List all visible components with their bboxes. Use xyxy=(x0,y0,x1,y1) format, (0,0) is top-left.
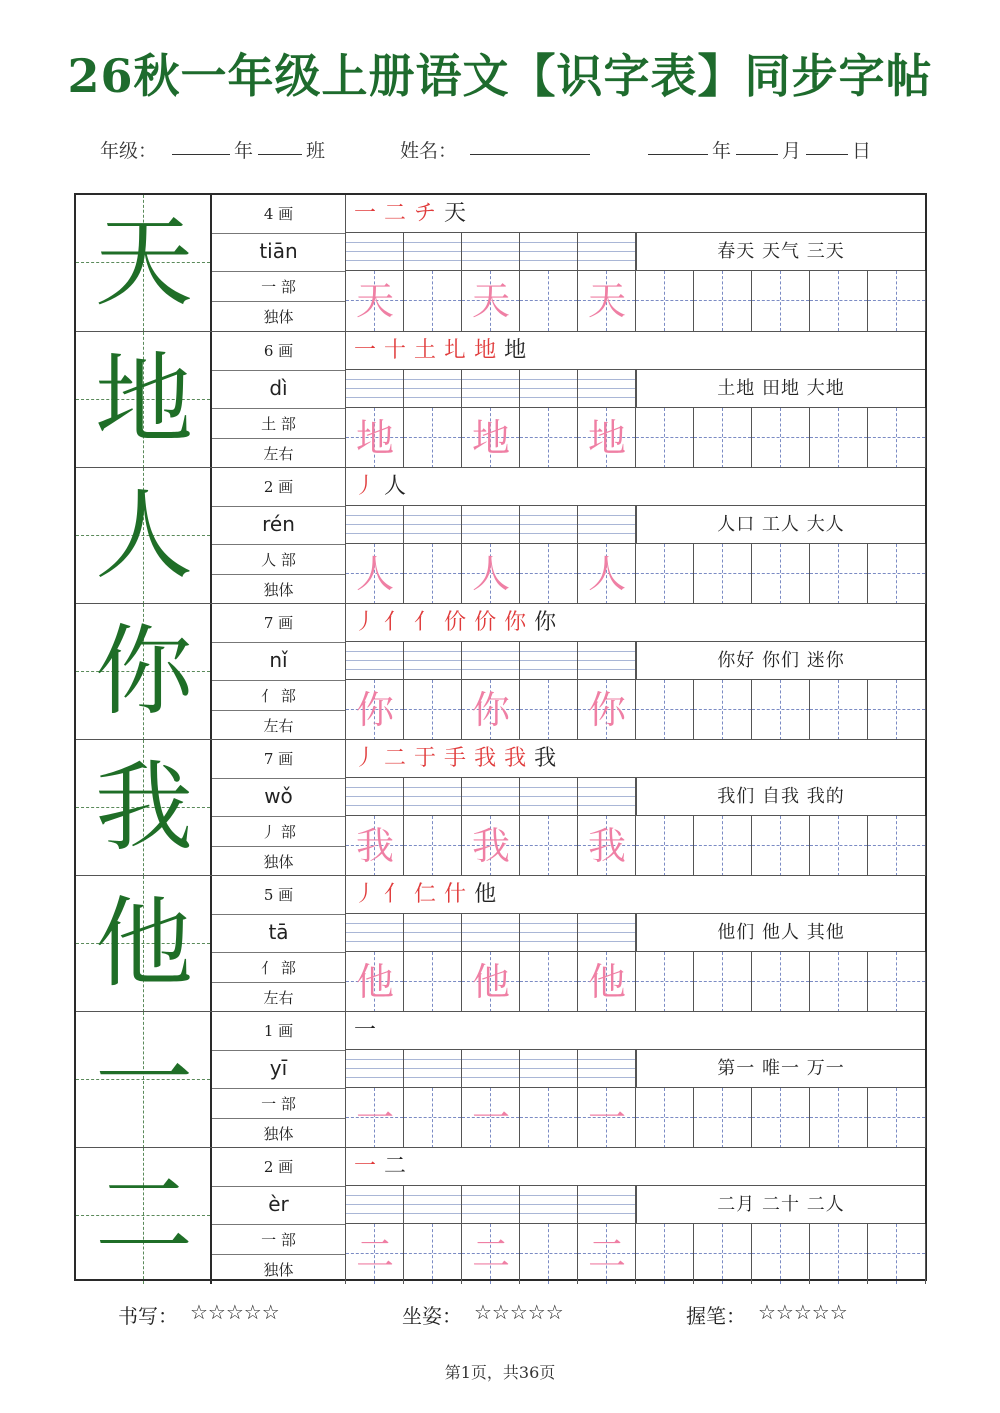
date-day-label: 日 xyxy=(852,140,872,162)
pinyin-writing-box[interactable] xyxy=(520,370,578,408)
trace-character: 二 xyxy=(355,1232,394,1276)
trace-character: 地 xyxy=(355,416,394,460)
grade-label: 年级： xyxy=(100,140,158,162)
page-footer: 第1页，共36页 xyxy=(444,1363,556,1382)
trace-character: 二 xyxy=(587,1232,626,1276)
pinyin-writing-box[interactable] xyxy=(520,778,578,816)
example-words: 你好 你们 迷你 xyxy=(636,642,925,680)
practice-row xyxy=(346,952,925,1012)
date-year-label: 年 xyxy=(712,140,732,162)
model-character-cell xyxy=(76,740,212,876)
practice-cell[interactable] xyxy=(752,816,810,876)
pinyin-writing-box[interactable] xyxy=(346,506,404,544)
character-info xyxy=(212,195,346,331)
stroke-order xyxy=(346,195,925,233)
pinyin: rén xyxy=(212,506,345,544)
pinyin-writing-box[interactable] xyxy=(462,506,520,544)
trace-character: 你 xyxy=(471,688,510,732)
posture-rating-stars[interactable]: ☆☆☆☆☆ xyxy=(474,1300,564,1324)
practice-cell[interactable] xyxy=(520,680,578,740)
practice-cell[interactable] xyxy=(404,1224,462,1284)
practice-cell[interactable] xyxy=(810,544,868,604)
character-info xyxy=(212,604,346,740)
practice-cell[interactable] xyxy=(752,271,810,331)
pinyin-writing-box[interactable] xyxy=(462,370,520,408)
practice-cell[interactable] xyxy=(520,816,578,876)
practice-cell[interactable] xyxy=(694,816,752,876)
rating-row xyxy=(0,1300,1000,1330)
stroke-order-step: 你 xyxy=(504,610,529,635)
character-entry xyxy=(76,1011,925,1147)
stroke-order-step: 我 xyxy=(534,746,559,771)
practice-cell[interactable] xyxy=(520,1224,578,1284)
pinyin-writing-box[interactable] xyxy=(462,914,520,952)
character-entry xyxy=(76,1147,925,1283)
practice-cell[interactable] xyxy=(520,952,578,1012)
stroke-order xyxy=(346,604,925,642)
practice-row xyxy=(346,816,925,876)
practice-cell[interactable] xyxy=(636,816,694,876)
stroke-count: 6 画 xyxy=(263,342,294,360)
practice-cell[interactable] xyxy=(520,1088,578,1148)
example-words: 春天 天气 三天 xyxy=(636,233,925,271)
structure: 独体 xyxy=(212,574,345,604)
model-character: 地 xyxy=(94,343,193,457)
stroke-order-step: 他 xyxy=(474,882,499,907)
model-character-cell xyxy=(76,876,212,1012)
character-info xyxy=(212,1148,346,1284)
stroke-order-step: 天 xyxy=(444,201,469,226)
stroke-order-step: 亻 xyxy=(414,610,439,635)
practice-cell[interactable] xyxy=(694,1088,752,1148)
trace-character: 一 xyxy=(471,1096,510,1140)
writing-rating-label: 书写： xyxy=(118,1304,178,1328)
stroke-order-step: 我 xyxy=(504,746,529,771)
grade-class-suffix: 班 xyxy=(306,140,326,162)
practice-cell[interactable] xyxy=(404,680,462,740)
pinyin-writing-box[interactable] xyxy=(404,914,462,952)
pinyin-writing-box[interactable] xyxy=(578,642,636,680)
radical: 丿 部 xyxy=(212,816,345,846)
student-info-line xyxy=(100,136,920,166)
date-month-label: 月 xyxy=(782,140,802,162)
pinyin-writing-box[interactable] xyxy=(404,506,462,544)
practice-cell[interactable] xyxy=(404,544,462,604)
pinyin-writing-row xyxy=(346,1186,925,1224)
practice-cell[interactable] xyxy=(694,680,752,740)
stroke-count: 2 画 xyxy=(263,1158,294,1176)
practice-cell[interactable] xyxy=(752,408,810,468)
practice-row xyxy=(346,271,925,331)
model-character-cell xyxy=(76,1012,212,1148)
pinyin-writing-box[interactable] xyxy=(578,1186,636,1224)
structure: 独体 xyxy=(212,1254,345,1284)
practice-cell[interactable] xyxy=(636,271,694,331)
example-words: 我们 自我 我的 xyxy=(636,778,925,816)
character-info xyxy=(212,876,346,1012)
trace-character: 他 xyxy=(471,960,510,1004)
example-words: 第一 唯一 万一 xyxy=(636,1050,925,1088)
pinyin-writing-box[interactable] xyxy=(520,914,578,952)
pinyin-writing-box[interactable] xyxy=(520,506,578,544)
trace-character: 他 xyxy=(355,960,394,1004)
stroke-order-step: 人 xyxy=(384,474,409,499)
practice-cell[interactable] xyxy=(636,544,694,604)
pinyin-writing-box[interactable] xyxy=(346,1186,404,1224)
model-character: 二 xyxy=(94,1159,193,1273)
practice-row xyxy=(346,544,925,604)
stroke-order-step: チ xyxy=(414,201,439,226)
pinyin-writing-box[interactable] xyxy=(404,642,462,680)
practice-cell[interactable] xyxy=(868,1224,926,1284)
practice-cell[interactable] xyxy=(694,952,752,1012)
trace-character: 地 xyxy=(587,416,626,460)
practice-cell[interactable] xyxy=(868,952,926,1012)
practice-cell[interactable] xyxy=(636,1224,694,1284)
model-character-cell xyxy=(76,468,212,604)
character-info xyxy=(212,1012,346,1148)
pinyin-writing-box[interactable] xyxy=(578,778,636,816)
model-character: 你 xyxy=(94,615,193,729)
stroke-order-step: 你 xyxy=(534,610,559,635)
practice-cell[interactable] xyxy=(810,952,868,1012)
model-character: 一 xyxy=(94,1023,193,1137)
practice-area xyxy=(346,332,925,468)
pinyin-writing-box[interactable] xyxy=(462,1186,520,1224)
practice-cell[interactable] xyxy=(752,1224,810,1284)
practice-cell[interactable] xyxy=(810,1224,868,1284)
character-entry xyxy=(76,875,925,1011)
pinyin-writing-box[interactable] xyxy=(578,370,636,408)
practice-cell[interactable] xyxy=(404,1088,462,1148)
character-entry xyxy=(76,331,925,467)
practice-cell[interactable] xyxy=(752,680,810,740)
pinyin-writing-box[interactable] xyxy=(520,233,578,271)
trace-character: 我 xyxy=(471,824,510,868)
trace-character: 地 xyxy=(471,416,510,460)
practice-area xyxy=(346,740,925,876)
pinyin-writing-box[interactable] xyxy=(404,370,462,408)
stroke-order-step: 我 xyxy=(474,746,499,771)
structure: 左右 xyxy=(212,438,345,468)
practice-cell[interactable] xyxy=(404,408,462,468)
practice-cell[interactable] xyxy=(868,816,926,876)
pinyin-writing-box[interactable] xyxy=(404,233,462,271)
stroke-count: 5 画 xyxy=(263,886,294,904)
pinyin-writing-box[interactable] xyxy=(520,1050,578,1088)
practice-cell[interactable] xyxy=(810,271,868,331)
pinyin-writing-box[interactable] xyxy=(462,778,520,816)
stroke-order-step: 亻 xyxy=(384,610,409,635)
pinyin-writing-row xyxy=(346,506,925,544)
pinyin-writing-box[interactable] xyxy=(404,1186,462,1224)
stroke-order xyxy=(346,468,925,506)
practice-cell[interactable] xyxy=(636,680,694,740)
practice-row xyxy=(346,1088,925,1148)
practice-area xyxy=(346,1012,925,1148)
pinyin: nǐ xyxy=(212,642,345,680)
pinyin-writing-box[interactable] xyxy=(346,778,404,816)
pinyin-writing-box[interactable] xyxy=(346,914,404,952)
character-entry xyxy=(76,467,925,603)
trace-character: 一 xyxy=(587,1096,626,1140)
grip-rating-stars[interactable]: ☆☆☆☆☆ xyxy=(758,1300,848,1324)
example-words: 他们 他人 其他 xyxy=(636,914,925,952)
trace-character: 天 xyxy=(355,279,394,323)
stroke-order-step: 丿 xyxy=(354,882,379,907)
radical: 一 部 xyxy=(212,1088,345,1118)
structure: 独体 xyxy=(212,301,345,331)
pinyin-writing-row xyxy=(346,370,925,408)
stroke-order-step: 一 xyxy=(354,1018,379,1043)
radical: 人 部 xyxy=(212,544,345,574)
pinyin: wǒ xyxy=(212,778,345,816)
stroke-order-step: 什 xyxy=(444,882,469,907)
practice-cell[interactable] xyxy=(520,271,578,331)
practice-cell[interactable] xyxy=(520,544,578,604)
stroke-order-step: 价 xyxy=(444,610,469,635)
practice-cell[interactable] xyxy=(752,1088,810,1148)
posture-rating-label: 坐姿： xyxy=(402,1304,462,1328)
grip-rating-label: 握笔： xyxy=(686,1304,746,1328)
practice-row xyxy=(346,1224,925,1284)
stroke-order-step: 一 xyxy=(354,201,379,226)
practice-cell[interactable] xyxy=(810,816,868,876)
pinyin: èr xyxy=(212,1186,345,1224)
pinyin-writing-box[interactable] xyxy=(462,1050,520,1088)
practice-area xyxy=(346,1148,925,1284)
trace-character: 人 xyxy=(587,552,626,596)
trace-character: 天 xyxy=(471,279,510,323)
model-character: 他 xyxy=(94,887,193,1001)
example-words: 人口 工人 大人 xyxy=(636,506,925,544)
pinyin-writing-box[interactable] xyxy=(346,1050,404,1088)
stroke-order-step: 于 xyxy=(414,746,439,771)
pinyin-writing-box[interactable] xyxy=(520,642,578,680)
practice-area xyxy=(346,876,925,1012)
pinyin: dì xyxy=(212,370,345,408)
practice-row xyxy=(346,408,925,468)
practice-cell[interactable] xyxy=(868,680,926,740)
stroke-order-step: 丿 xyxy=(354,474,379,499)
trace-character: 天 xyxy=(587,279,626,323)
stroke-order xyxy=(346,332,925,370)
stroke-count: 7 画 xyxy=(263,614,294,632)
stroke-order-step: 一 xyxy=(354,338,379,363)
practice-cell[interactable] xyxy=(636,952,694,1012)
trace-character: 一 xyxy=(355,1096,394,1140)
pinyin-writing-box[interactable] xyxy=(520,1186,578,1224)
stroke-order-step: 价 xyxy=(474,610,499,635)
stroke-order-step: 地 xyxy=(474,338,499,363)
practice-cell[interactable] xyxy=(868,1088,926,1148)
radical: 土 部 xyxy=(212,408,345,438)
stroke-order-step: 仁 xyxy=(414,882,439,907)
stroke-count: 4 画 xyxy=(263,205,294,223)
model-character-cell xyxy=(76,604,212,740)
practice-cell[interactable] xyxy=(810,680,868,740)
pinyin-writing-row xyxy=(346,778,925,816)
model-character-cell xyxy=(76,195,212,331)
practice-cell[interactable] xyxy=(694,1224,752,1284)
character-entry xyxy=(76,603,925,739)
stroke-count: 7 画 xyxy=(263,750,294,768)
pinyin-writing-box[interactable] xyxy=(462,233,520,271)
character-info xyxy=(212,740,346,876)
stroke-order xyxy=(346,740,925,778)
trace-character: 你 xyxy=(355,688,394,732)
stroke-order-step: 丿 xyxy=(354,610,379,635)
trace-character: 人 xyxy=(471,552,510,596)
practice-area xyxy=(346,604,925,740)
model-character-cell xyxy=(76,332,212,468)
trace-character: 二 xyxy=(471,1232,510,1276)
character-info xyxy=(212,332,346,468)
practice-cell[interactable] xyxy=(868,271,926,331)
model-character: 天 xyxy=(94,206,193,320)
trace-character: 我 xyxy=(587,824,626,868)
pinyin-writing-row xyxy=(346,642,925,680)
character-entry xyxy=(76,739,925,875)
stroke-order-step: 手 xyxy=(444,746,469,771)
trace-character: 我 xyxy=(355,824,394,868)
model-character: 人 xyxy=(94,479,193,593)
pinyin-writing-row xyxy=(346,233,925,271)
practice-cell[interactable] xyxy=(810,408,868,468)
practice-cell[interactable] xyxy=(752,952,810,1012)
stroke-count: 1 画 xyxy=(263,1022,294,1040)
copybook-grid xyxy=(74,193,927,1281)
pinyin: tā xyxy=(212,914,345,952)
pinyin-writing-box[interactable] xyxy=(404,778,462,816)
pinyin-writing-row xyxy=(346,1050,925,1088)
stroke-count: 2 画 xyxy=(263,478,294,496)
character-info xyxy=(212,468,346,604)
page-title: 26秋一年级上册语文【识字表】同步字帖 xyxy=(67,49,933,103)
structure: 左右 xyxy=(212,710,345,740)
radical: 亻 部 xyxy=(212,952,345,982)
practice-cell[interactable] xyxy=(404,952,462,1012)
pinyin-writing-box[interactable] xyxy=(346,233,404,271)
name-label: 姓名： xyxy=(400,140,458,162)
practice-area xyxy=(346,468,925,604)
pinyin-writing-box[interactable] xyxy=(578,914,636,952)
stroke-order-step: 十 xyxy=(384,338,409,363)
trace-character: 人 xyxy=(355,552,394,596)
practice-area xyxy=(346,195,925,331)
writing-rating-stars[interactable]: ☆☆☆☆☆ xyxy=(190,1300,280,1324)
stroke-order-step: 圠 xyxy=(444,338,469,363)
stroke-order-step: 二 xyxy=(384,746,409,771)
practice-cell[interactable] xyxy=(404,816,462,876)
practice-cell[interactable] xyxy=(752,544,810,604)
pinyin-writing-box[interactable] xyxy=(404,1050,462,1088)
practice-row xyxy=(346,680,925,740)
trace-character: 你 xyxy=(587,688,626,732)
pinyin-writing-box[interactable] xyxy=(578,233,636,271)
stroke-order-step: 二 xyxy=(384,1154,409,1179)
structure: 独体 xyxy=(212,1118,345,1148)
model-character-cell xyxy=(76,1148,212,1284)
practice-cell[interactable] xyxy=(694,271,752,331)
pinyin: yī xyxy=(212,1050,345,1088)
structure: 独体 xyxy=(212,846,345,876)
radical: 一 部 xyxy=(212,1224,345,1254)
pinyin-writing-box[interactable] xyxy=(346,642,404,680)
stroke-order xyxy=(346,1148,925,1186)
trace-character: 他 xyxy=(587,960,626,1004)
practice-cell[interactable] xyxy=(636,1088,694,1148)
pinyin-writing-box[interactable] xyxy=(578,1050,636,1088)
pinyin-writing-row xyxy=(346,914,925,952)
stroke-order-step: 地 xyxy=(504,338,529,363)
practice-cell[interactable] xyxy=(520,408,578,468)
practice-cell[interactable] xyxy=(636,408,694,468)
grade-year-suffix: 年 xyxy=(234,140,254,162)
practice-cell[interactable] xyxy=(694,408,752,468)
practice-cell[interactable] xyxy=(868,408,926,468)
radical: 亻 部 xyxy=(212,680,345,710)
model-character: 我 xyxy=(94,751,193,865)
stroke-order-step: 二 xyxy=(384,201,409,226)
practice-cell[interactable] xyxy=(868,544,926,604)
pinyin-writing-box[interactable] xyxy=(462,642,520,680)
pinyin: tiān xyxy=(212,233,345,271)
stroke-order-step: 一 xyxy=(354,1154,379,1179)
example-words: 二月 二十 二人 xyxy=(636,1186,925,1224)
practice-cell[interactable] xyxy=(694,544,752,604)
stroke-order-step: 土 xyxy=(414,338,439,363)
stroke-order-step: 丿 xyxy=(354,746,379,771)
radical: 一 部 xyxy=(212,271,345,301)
example-words: 土地 田地 大地 xyxy=(636,370,925,408)
stroke-order-step: 亻 xyxy=(384,882,409,907)
structure: 左右 xyxy=(212,982,345,1012)
practice-cell[interactable] xyxy=(810,1088,868,1148)
stroke-order xyxy=(346,876,925,914)
character-entry xyxy=(76,195,925,331)
practice-cell[interactable] xyxy=(404,271,462,331)
pinyin-writing-box[interactable] xyxy=(578,506,636,544)
stroke-order xyxy=(346,1012,925,1050)
pinyin-writing-box[interactable] xyxy=(346,370,404,408)
